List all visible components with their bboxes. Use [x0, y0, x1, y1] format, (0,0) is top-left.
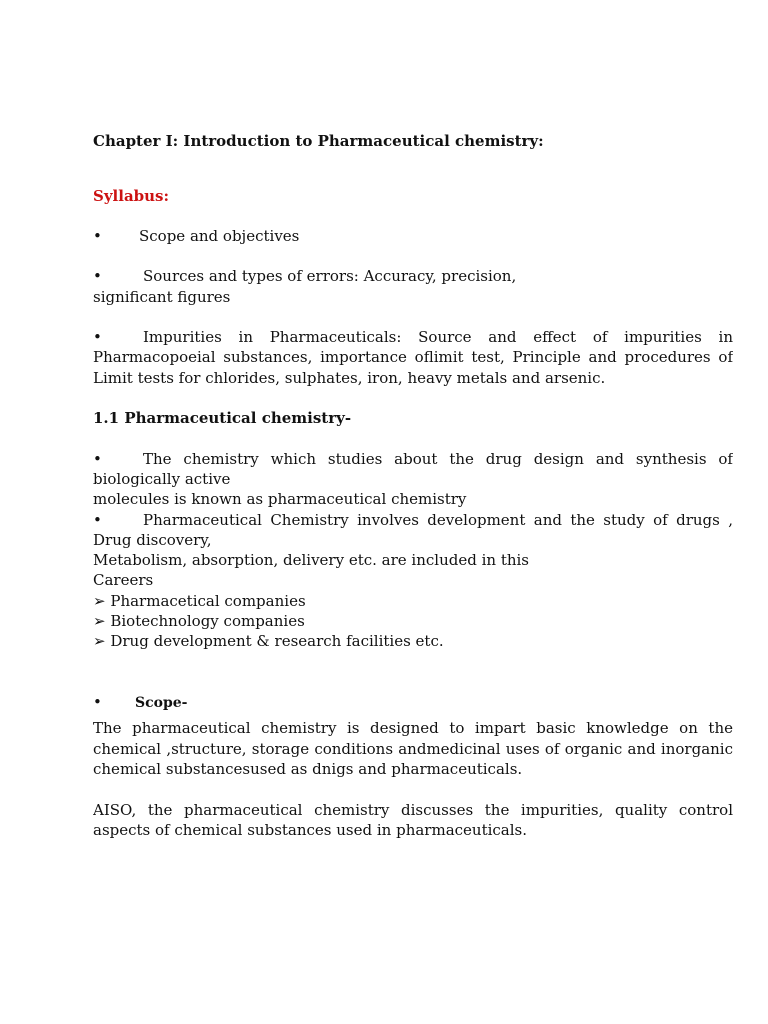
- scope-paragraph-2: aspects of chemical substances used in pharmaceuticals.: [93, 821, 528, 839]
- bullet-icon: •: [93, 450, 102, 468]
- arrow-bullet-icon: ➢: [93, 592, 106, 610]
- bullet-icon: •: [93, 511, 102, 529]
- involves-bullet: [93, 510, 733, 530]
- bullet-icon: •: [93, 693, 102, 711]
- scope-paragraph: chemical ,structure, storage conditions andmedicinal uses of organic and inorganic: [93, 740, 733, 758]
- syllabus-item-impurities-cont: Limit tests for chlorides, sulphates, iron, heavy metals and arsenic.: [93, 369, 606, 387]
- syllabus-item-impurities-cont: Pharmacopoeial substances, importance oflimit test, Principle and procedures of: [93, 348, 733, 366]
- careers-label: Careers: [93, 571, 154, 589]
- career-item-text: Drug development & research facilities etc.: [110, 632, 444, 650]
- syllabus-item-scope: [93, 226, 733, 246]
- bullet-icon: •: [93, 267, 102, 285]
- chapter-title: Chapter I: Introduction to Pharmaceutical chemistry:: [93, 132, 544, 150]
- career-item-text: Biotechnology companies: [110, 612, 305, 630]
- career-item: [93, 631, 733, 651]
- syllabus-heading: Syllabus:: [93, 187, 170, 205]
- bullet-icon: •: [93, 328, 102, 346]
- arrow-bullet-icon: ➢: [93, 612, 106, 630]
- career-item: [93, 591, 733, 611]
- scope-paragraph: The pharmaceutical chemistry is designed to impart basic knowledge on the: [93, 719, 733, 737]
- definition-bullet: [93, 449, 733, 469]
- syllabus-item-text: Impurities in Pharmaceuticals: Source and effect of impurities in: [143, 328, 733, 346]
- bullet-icon: •: [93, 227, 102, 245]
- syllabus-item-text: Sources and types of errors: Accuracy, precision,: [143, 267, 517, 285]
- involves-cont: Drug discovery,: [93, 531, 212, 549]
- syllabus-item-errors: [93, 266, 733, 286]
- definition-cont: biologically active: [93, 470, 231, 488]
- involves-cont: Metabolism, absorption, delivery etc. are included in this: [93, 551, 530, 569]
- syllabus-item-text: Scope and objectives: [139, 227, 300, 245]
- scope-heading: [93, 692, 733, 712]
- scope-paragraph: chemical substancesused as dnigs and pharmaceuticals.: [93, 760, 523, 778]
- syllabus-item-impurities: [93, 327, 733, 347]
- document-page: [93, 0, 733, 1024]
- section-heading: 1.1 Pharmaceutical chemistry-: [93, 409, 352, 427]
- definition-cont: molecules is known as pharmaceutical chemistry: [93, 490, 467, 508]
- scope-label: Scope-: [135, 695, 188, 711]
- career-item: [93, 611, 733, 631]
- syllabus-item-errors-cont: significant figures: [93, 288, 231, 306]
- career-item-text: Pharmacetical companies: [110, 592, 306, 610]
- involves-text: Pharmaceutical Chemistry involves development and the study of drugs ,: [143, 511, 733, 529]
- definition-text: The chemistry which studies about the drug design and synthesis of: [143, 450, 733, 468]
- scope-paragraph-2: AISO, the pharmaceutical chemistry discusses the impurities, quality control: [93, 801, 733, 819]
- arrow-bullet-icon: ➢: [93, 632, 106, 650]
